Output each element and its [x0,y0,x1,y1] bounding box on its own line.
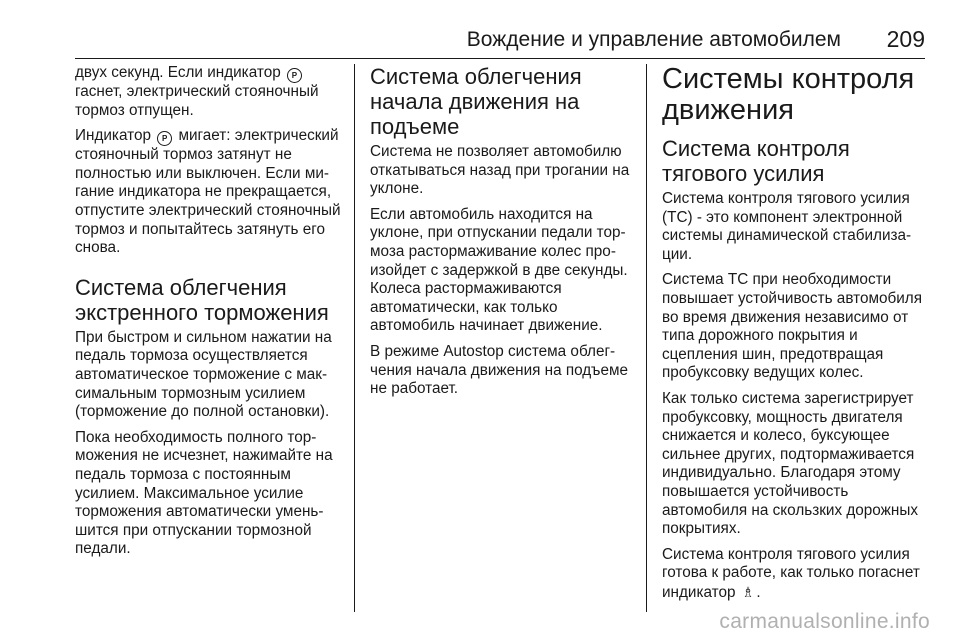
paragraph: Как только система зарегистрирует пробуксовку, мощность двигателя снижается и колесо, буксующее сильнее других, подтормаживается индивидуально. Благодаря этому повышается устойчивость автомобиля на скользких дорожных покрытиях. [662,389,918,538]
paragraph: Система не позволяет автомобилю откатываться назад при трогании на уклоне. [370,143,630,198]
paragraph: Система контроля тягового усилия (TC) - это компонент электронной системы динамической стабилизации. [662,190,912,263]
section-heading-traction-control: Система контроля тягового усилия [662,136,850,186]
paragraph: При быстром и сильном нажатии на педаль тормоза осуществляется автоматическое торможение с максимальным тормозным усилием (торможение до полной остановки). [75,328,332,421]
column-1 [75,64,347,566]
watermark: carmanualsonline.info [719,610,930,633]
page-header [75,24,925,59]
column-3 [662,64,930,609]
traction-control-icon: ♗ [741,583,755,600]
section-heading-hill-start-assist: Система облегчения начала движения на подъеме [370,64,582,139]
parking-brake-icon: P [287,68,302,83]
paragraph: двух секунд. Если индикатор P гаснет, электрический стояночный тормоз отпущен. [75,64,319,119]
paragraph: Пока необходимость полного торможения не исчезнет, нажимайте на педаль тормоза с постоянным усилием. Максимальное усилие торможения автоматически уменьшится при отпускании тормозной педали. [75,428,333,558]
header-title: Вождение и управление автомобилем [466,28,841,51]
paragraph: Если автомобиль находится на уклоне, при отпускании педали тормоза растормаживание колес произойдет с задержкой в две секунды. Колеса растормаживаются автоматически, как только автомобиль начинает движение. [370,205,628,335]
page-number: 209 [886,26,925,52]
section-heading-emergency-braking: Система облегчения экстренного торможения [75,274,329,325]
column-divider-1 [354,64,355,612]
paragraph: Система контроля тягового усилия готова к работе, как только погаснет индикатор ♗ . [662,545,920,601]
chapter-title-driving-control-systems: Системы контроля движения [662,63,915,126]
column-2 [370,64,632,406]
paragraph: Индикатор P мигает: электрический стояночный тормоз затянут не полностью или выключен. Если мигание индикатора не прекращается, отпустите электрический стояночный тормоз и попытайтесь затянуть его снова. [75,127,341,257]
column-divider-2 [646,64,647,612]
parking-brake-icon: P [157,131,172,146]
paragraph: В режиме Autostop система облегчения начала движения на подъеме не работает. [370,342,628,398]
paragraph: Система TC при необходимости повышает устойчивость автомобиля во время движения независимо от типа дорожного покрытия и сцепления шин, предотвращая пробуксовку ведущих колес. [662,271,922,382]
